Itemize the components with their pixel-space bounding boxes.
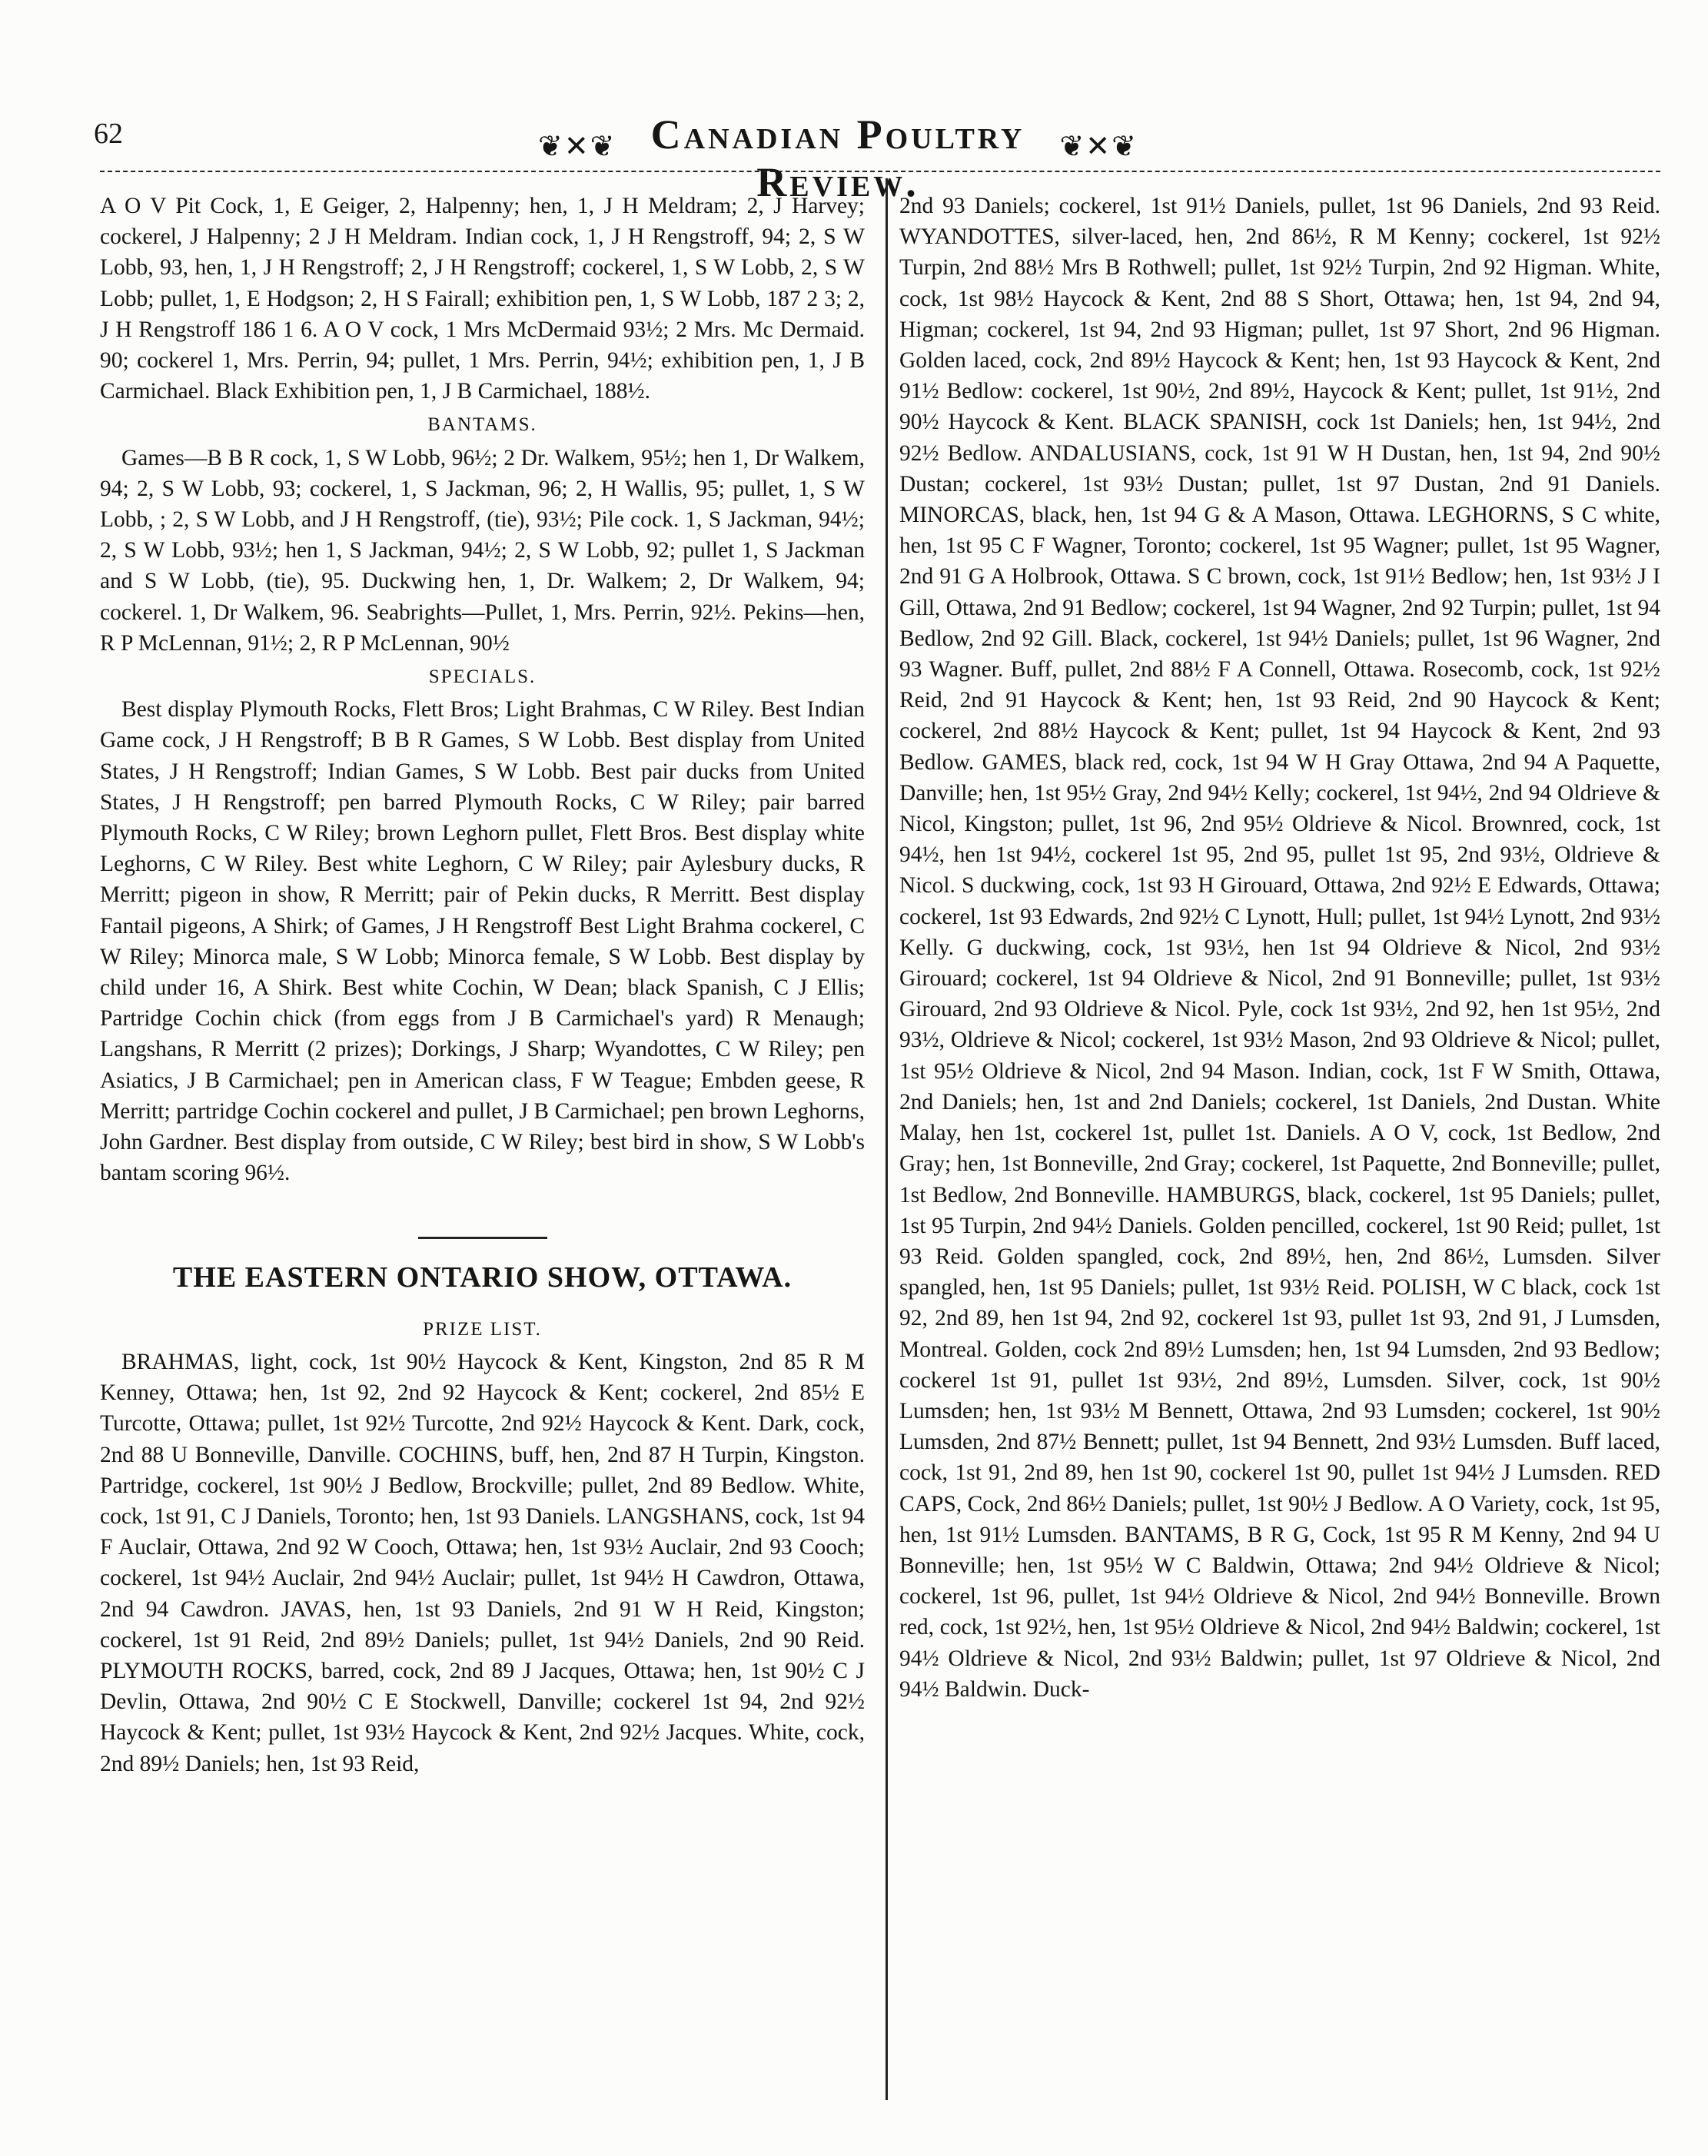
ornament-right-icon: ❦✕❦ [1059,131,1138,163]
column-divider [886,178,888,2100]
header-rule [100,171,1660,172]
prize-list-continued: 2nd 93 Daniels; cockerel, 1st 91½ Daniels, pullet, 1st 96 Daniels, 2nd 93 Reid. WYANDOTTES, silver-laced, hen, 2nd 86½, R M Kenny; cockerel, 1st 92½ Turpin, 2nd 88½ Mrs B Rothwell; pullet, 1st 92½ Turpin, 2nd 92 Higman. White, cock, 1st 98½ Haycock & Kent, 2nd 88 S Short, Ottawa; hen, 1st 94, 2nd 94, Higman; cockerel, 1st 94, 2nd 93 Higman; pullet, 1st 97 Short, 2nd 96 Higman. Golden laced, cock, 2nd 89½ Haycock & Kent; hen, 1st 93 Haycock & Kent, 2nd 91½ Bedlow: cockerel, 1st 90½, 2nd 89½, Haycock & Kent; pullet, 1st 91½, 2nd 90½ Haycock & Kent. BLACK SPANISH, cock 1st Daniels; hen, 1st 94½, 2nd 92½ Bedlow. ANDALUSIANS, cock, 1st 91 W H Dustan, hen, 1st 94, 2nd 90½ Dustan; cockerel, 1st 93½ Dustan; pullet, 1st 97 Dustan, 2nd 91 Daniels. MINORCAS, black, hen, 1st 94 G & A Mason, Ottawa. LEGHORNS, S C white, hen, 1st 95 C F Wagner, Toronto; cockerel, 1st 95 Wagner; pullet, 1st 95 Wagner, 2nd 91 G A Holbrook, Ottawa. S C brown, cock, 1st 91½ Bedlow; hen, 1st 93½ J I Gill, Ottawa, 2nd 91 Bedlow; cockerel, 1st 94 Wagner, 2nd 92 Turpin; pullet, 1st 94 Bedlow, 2nd 92 Gill. Black, cockerel, 1st 94½ Daniels; pullet, 1st 96 Wagner, 2nd 93 Wagner. Buff, pullet, 2nd 88½ F A Connell, Ottawa. Rosecomb, cock, 1st 92½ Reid, 2nd 91 Haycock & Kent; hen, 1st 93 Reid, 2nd 90 Haycock & Kent; cockerel, 2nd 88½ Haycock & Kent; pullet, 1st 94 Haycock & Kent, 2nd 93 Bedlow. GAMES, black red, cock, 1st 94 W H Gray Ottawa, 2nd 94 A Paquette, Danville; hen, 1st 95½ Gray, 2nd 94½ Kelly; cockerel, 1st 94½, 2nd 94 Oldrieve & Nicol, Kingston; pullet, 1st 96, 2nd 95½ Oldrieve & Nicol. Brownred, cock, 1st 94½, hen 1st 94½, cockerel 1st 95, 2nd 95, pullet 1st 95, 2nd 93½, Oldrieve & Nicol. S duckwing, cock, 1st 93 H Girouard, Ottawa, 2nd 92½ E Edwards, Ottawa; cockerel, 1st 93 Edwards, 2nd 92½ C Lynott, Hull; pullet, 1st 94½ Lynott, 2nd 93½ Kelly. G duckwing, cock, 1st 93½, hen 1st 94 Oldrieve & Nicol, 2nd 93½ Girouard; cockerel, 1st 94 Oldrieve & Nicol, 2nd 91 Bonneville; pullet, 1st 93½ Girouard, 2nd 93 Oldrieve & Nicol. Pyle, cock 1st 93½, 2nd 92, hen 1st 95½, 2nd 93½, Oldrieve & Nicol; cockerel, 1st 93½ Mason, 2nd 93 Oldrieve & Nicol; pullet, 1st 95½ Oldrieve & Nicol, 2nd 94 Mason. Indian, cock, 1st F W Smith, Ottawa, 2nd Daniels; hen, 1st and 2nd Daniels; cockerel, 1st Daniels, 2nd Dustan. White Malay, hen 1st, cockerel 1st, pullet 1st. Daniels. A O V, cock, 1st Bedlow, 2nd Gray; hen, 1st Bonneville, 2nd Gray; cockerel, 1st Paquette, 2nd Bonneville; pullet, 1st Bedlow, 2nd Bonneville. HAMBURGS, black, cockerel, 1st 95 Daniels; pullet, 1st 95 Turpin, 2nd 94½ Daniels. Golden pencilled, cockerel, 1st 90 Reid; pullet, 1st 93 Reid. Golden spangled, cock, 2nd 89½, hen, 2nd 86½, Lumsden. Silver spangled, hen, 1st 95 Daniels; pullet, 1st 93½ Reid. POLISH, W C black, cock 1st 92, 2nd 89, hen 1st 94, 2nd 92, cockerel 1st 93, pullet 1st 93, 2nd 91, J Lumsden, Montreal. Golden, cock 2nd 89½ Lumsden; hen, 1st 94 Lumsden, 2nd 93 Bedlow; cockerel 1st 91, pullet 1st 93½, 2nd 89½, Lumsden. Silver, cock, 1st 90½ Lumsden; hen, 1st 93½ M Bennett, Ottawa, 2nd 93 Lumsden; cockerel, 1st 90½ Lumsden, 2nd 87½ Bennett; pullet, 1st 94 Bennett, 2nd 93½ Lumsden. Buff laced, cock, 1st 91, 2nd 89, hen 1st 90, cockerel 1st 90, pullet 1st 94½ J Lumsden. RED CAPS, Cock, 2nd 86½ Daniels; pullet, 1st 90½ J Bedlow. A O Variety, cock, 1st 95, hen, 1st 91½ Lumsden. BANTAMS, B R G, Cock, 1st 95 R M Kenny, 2nd 94 U Bonneville; hen, 1st 95½ W C Baldwin, Ottawa; 2nd 94½ Oldrieve & Nicol; cockerel, 1st 96, pullet, 1st 94½ Oldrieve & Nicol, 2nd 94½ Bonneville. Brown red, cock, 1st 92½, hen, 1st 95½ Oldrieve & Nicol, 2nd 94½ Baldwin; cockerel, 1st 94½ Oldrieve & Nicol, 2nd 93½ Baldwin; pullet, 1st 97 Oldrieve & Nicol, 2nd 94½ Baldwin. Duck- [899,194,1660,1702]
prize-list-heading: PRIZE LIST. [423,1318,542,1340]
page-header [0,100,1708,205]
article-title: THE EASTERN ONTARIO SHOW, OTTAWA. [172,1261,793,1294]
section-divider [418,1237,547,1239]
results-paragraph: A O V Pit Cock, 1, E Geiger, 2, Halpenny; hen, 1, J H Meldram; 2, J Harvey; cockerel, J Halpenny; 2 J H Meldram. Indian cock, 1, J H Rengstroff, 94; 2, S W Lobb, 93, hen, 1, J H Rengstroff; 2, J H Rengstroff; cockerel, 1, S W Lobb, 2, S W Lobb; pullet, 1, E Hodgson; 2, H S Fairall; exhibition pen, 1, S W Lobb, 187 2 3; 2, J H Rengstroff 186 1 6. A O V cock, 1 Mrs McDermaid 93½; 2 Mrs. Mc Dermaid. 90; cockerel 1, Mrs. Perrin, 94; pullet, 1 Mrs. Perrin, 94½; exhibition pen, 1, J B Carmichael. Black Exhibition pen, 1, J B Carmichael, 188½. [100,194,865,404]
bantams-paragraph: Games—B B R cock, 1, S W Lobb, 96½; 2 Dr. Walkem, 95½; hen 1, Dr Walkem, 94; 2, S W Lobb, 93; cockerel, 1, S Jackman, 96; 2, H Wallis, 95; pullet, 1, S W Lobb, ; 2, S W Lobb, and J H Rengstroff, (tie), 93½; Pile cock. 1, S Jackman, 94½; 2, S W Lobb, 93½; hen 1, S Jackman, 94½; 2, S W Lobb, 92; pullet 1, S Jackman and S W Lobb, (tie), 95. Duckwing hen, 1, Dr. Walkem; 2, Dr Walkem, 94; cockerel. 1, Dr Walkem, 96. Seabrights—Pullet, 1, Mrs. Perrin, 92½. Pekins—hen, R P McLennan, 91½; 2, R P McLennan, 90½ [100,445,865,656]
specials-paragraph: Best display Plymouth Rocks, Flett Bros; Light Brahmas, C W Riley. Best Indian Game cock, J H Rengstroff; B B R Games, S W Lobb. Best display from United States, J H Rengstroff; Indian Games, S W Lobb. Best pair ducks from United States, J H Rengstroff; pen barred Plymouth Rocks, C W Riley; pair barred Plymouth Rocks, C W Riley; brown Leghorn pullet, Flett Bros. Best display white Leghorns, C W Riley. Best white Leghorn, C W Riley; pair Aylesbury ducks, R Merritt; pigeon in show, R Merritt; pair of Pekin ducks, R Merritt. Best display Fantail pigeons, A Shirk; of Games, J H Rengstroff Best Light Brahma cockerel, C W Riley; Minorca male, S W Lobb; Minorca female, S W Lobb. Best display by child under 16, A Shirk. Best white Cochin, W Dean; black Spanish, C J Ellis; Partridge Cochin chick (from eggs from J B Carmichael's yard) R Menaugh; Langshans, R Merritt (2 prizes); Dorkings, J Sharp; Wyandottes, C W Riley; pen Asiatics, J B Carmichael; pen in American class, F W Teague; Embden geese, R Merritt; partridge Cochin cockerel and pullet, J B Carmichael; pen brown Leghorns, John Gardner. Best display from outside, C W Riley; best bird in show, S W Lobb's bantam scoring 96½. [100,697,865,1186]
right-column [899,191,1660,1705]
ornament-left-icon: ❦✕❦ [538,131,616,163]
prize-list-paragraph: BRAHMAS, light, cock, 1st 90½ Haycock & Kent, Kingston, 2nd 85 R M Kenney, Ottawa; hen, 1st 92, 2nd 92 Haycock & Kent; cockerel, 2nd 85½ E Turcotte, Ottawa; pullet, 1st 92½ Turcotte, 2nd 92½ Haycock & Kent. Dark, cock, 2nd 88 U Bonneville, Danville. COCHINS, buff, hen, 2nd 87 H Turpin, Kingston. Partridge, cockerel, 1st 90½ J Bedlow, Brockville; pullet, 2nd 89 Bedlow. White, cock, 1st 91, C J Daniels, Toronto; hen, 1st 93 Daniels. LANGSHANS, cock, 1st 94 F Auclair, Ottawa, 2nd 92 W Cooch, Ottawa; hen, 1st 93½ Auclair, 2nd 93 Cooch; cockerel, 1st 94½ Auclair, 2nd 94½ Auclair; pullet, 1st 94½ H Cawdron, Ottawa, 2nd 94 Cawdron. JAVAS, hen, 1st 93 Daniels, 2nd 91 W H Reid, Kingston; cockerel, 1st 91 Reid, 2nd 89½ Daniels; pullet, 1st 94½ Daniels, 2nd 90 Reid. PLYMOUTH ROCKS, barred, cock, 2nd 89 J Jacques, Ottawa; hen, 1st 90½ C J Devlin, Ottawa, 2nd 90½ C E Stockwell, Danville; cockerel 1st 94, 2nd 92½ Haycock & Kent; pullet, 1st 93½ Haycock & Kent, 2nd 92½ Jacques. White, cock, 2nd 89½ Daniels; hen, 1st 93 Reid, [100,1349,865,1776]
bantams-heading: BANTAMS. [427,414,537,436]
specials-heading: SPECIALS. [428,666,537,688]
masthead-title: Canadian Poultry Review. [650,111,1025,205]
left-column [100,191,865,1779]
masthead [538,100,1138,205]
page-number: 62 [94,118,123,150]
